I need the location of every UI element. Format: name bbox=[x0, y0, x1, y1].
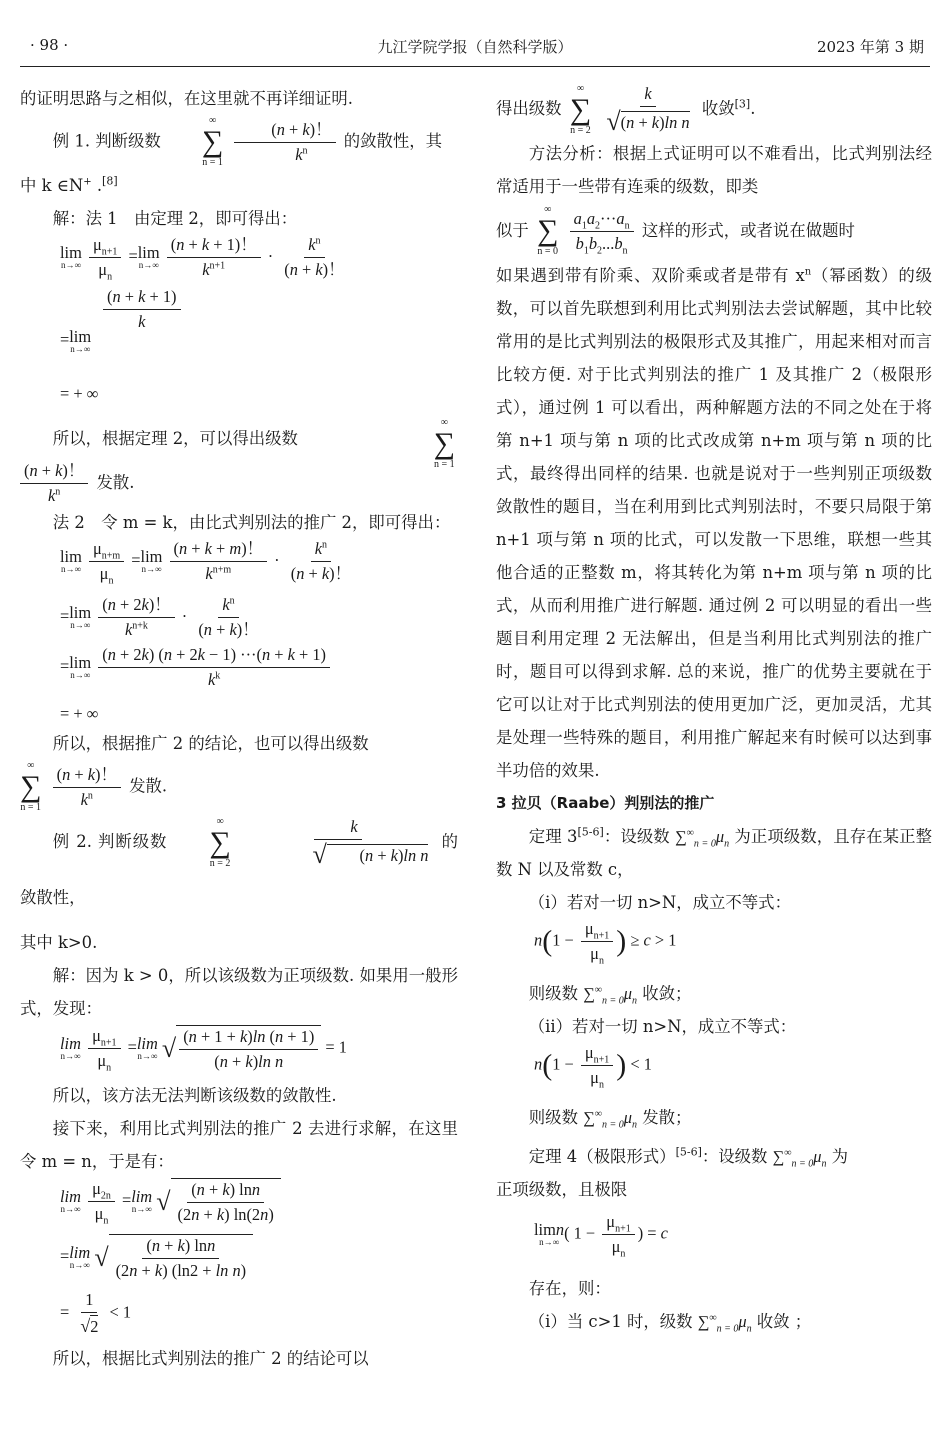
method-2: 法 2 令 m = k，由比式判别法的推广 2，即可得出： bbox=[52, 513, 451, 532]
equation-5: = lim n→∞ $\frac{(n + 2k)!}{k^{n+k}}$ · $\frac{k^n}{(n + k)!}$ bbox=[60, 595, 259, 639]
equation-raabe-1: n(1 − $\frac{\mu_{n+1}}{\mu_n}$ ) ≥ c > 1 bbox=[534, 918, 677, 966]
paragraph-proof-note: 的证明思路与之相似，在这里就不再详细证明. bbox=[20, 89, 354, 108]
case-i-limit: （i）当 c>1 时，级数 $\sum^\infty_{n = 0}\mu_n$ 收敛 ； bbox=[528, 1311, 812, 1334]
theorem-4: 定理 4（极限形式）[5-6]：设级数 $\sum^\infty_{n = 0}\mu_n$ 为 bbox=[528, 1145, 849, 1169]
journal-title: 九江学院学报（自然科学版） bbox=[377, 38, 573, 56]
equation-1: lim n→∞ $\frac{\mu_{n+1}}{\mu_n}$ = lim n→∞ $\frac{(n + k + 1)!}{k^{n+1}}$ · $\frac{k^n}{(n + k)!}$ bbox=[60, 235, 345, 283]
equation-7: = + ∞ bbox=[60, 704, 99, 723]
case-ii: （ii）若对一切 n>N，成立不等式： bbox=[528, 1016, 797, 1036]
page-number: · 98 · bbox=[30, 36, 69, 54]
equation-3: = + ∞ bbox=[60, 384, 99, 403]
cannot-judge: 所以，该方法无法判断该级数的敛散性. bbox=[52, 1086, 337, 1105]
equation-4: lim n→∞ $\frac{\mu_{n+m}}{\mu_n}$ = lim n→∞ $\frac{(n + k + m)!}{k^{n+m}}$ · $\frac{k^n}{(n + k)!}$ bbox=[60, 539, 351, 587]
sum-symbol: ∞ ∑ n = 1 bbox=[201, 115, 224, 168]
equation-6: = lim n→∞ $\frac{(n + 2k) (n + 2k - 1) \cdot\cdot\cdot(n + k + 1)}{k^k}$ bbox=[20, 645, 458, 697]
equation-2: $\frac{(n + k + 1)}{k}$ = lim n→∞ bbox=[20, 287, 458, 377]
example-1: 例 1. 判断级数 ∞ ∑ n = 1 $\frac{(n + k)!}{k^n}$ 的敛散性，其 bbox=[52, 115, 443, 168]
example-2: 例 2. 判断级数 ∞ ∑ n = 2 k √ (n + k)ln n 的敛散性， bbox=[20, 815, 459, 907]
method-analysis-cont: 如果遇到带有阶乘、双阶乘或者是带有 $x^n$（幂函数）的级数，可以首先联想到利用比式判别法去尝试解题，其中比较常用的是比式判别法的极限形式及其推广，用起来相对而言比较方便. 对于比式判别法的推广 1 及其推广 2（极限形式），通过例 1 可以看出，两种解题方法的不同之处在于将第 n+1 项与第 n 项的比式改成第 n+m 项与第 n 项的比式，最终得出同样的结果. 也就是说对于一些判别正项级数敛散性的题目，当在利用到比式判别法时，不要只局限于第 n+1 项与第 n 项的比式，可以发散一下思维，联想一些其他合适的正整数 m，将其转化为第 n+m 项与第 n 项的比式，从而利用推广进行解题. 通过例 2 可以明显的看出一些题目利用定理 2 无法解出，但是当利用比式判别法的推广时，题目可以得到求解. 总的来说，推广的优势主要就在于它可以让对于比式判别法的使用更加广泛，更加灵活，尤其是处理一些特殊的题目，利用推广解起来有时候可以达到事半功倍的效果. bbox=[496, 265, 933, 780]
equation-9: lim n→∞ $\frac{\mu_{2n}}{\mu_n}$ = lim n→∞ √ $\frac{(n + k) \ln n}{(2n + k) \ln(2n)}$ bbox=[20, 1178, 458, 1234]
conclusion-1: 所以，根据定理 2，可以得出级数 ∞ ∑ n = 1 bbox=[52, 417, 455, 470]
issue-label: 2023 年第 3 期 bbox=[816, 38, 924, 56]
fraction: $\frac{(n + k)!}{k^n}$ bbox=[234, 120, 335, 165]
conclusion-3: 所以，根据比式判别法的推广 2 的结论可以 bbox=[52, 1349, 369, 1368]
equation-raabe-limit: limn n→∞ ( 1 − $\frac{\mu_{n+1}}{\mu_n}$ ) = c bbox=[534, 1211, 668, 1259]
conclusion-1-b: $\frac{(n + k)!}{k^n}$ 发散. bbox=[20, 461, 458, 506]
solution-1: 解：法 1 由定理 2，即可得出： bbox=[52, 209, 298, 228]
conclusion-2-b: ∞ ∑ n = 1 $\frac{(n + k)!}{k^n}$ 发散. bbox=[20, 760, 168, 813]
equation-10: = lim n→∞ √ $\frac{(n + k) \ln n}{\text{(2n + k) (ln2 + ln n)}}$ bbox=[20, 1234, 458, 1290]
case-i: （i）若对一切 n>N，成立不等式： bbox=[528, 892, 791, 912]
similar-form: 似于 ∞ ∑ n = 0 $\frac{a_1a_2\cdot\cdot\cdot a_n}{b_1b_2...b_n}$ 这样的形式，或者说在做题时 bbox=[496, 204, 855, 257]
header-rule bbox=[20, 66, 930, 67]
example-1-condition: 中 k ∈N+ .[8] bbox=[20, 174, 118, 195]
method-analysis: 方法分析：根据上式证明可以不难看出，比式判别法经常适用于一些带有连乘的级数，即类 bbox=[496, 143, 932, 196]
then-diverges: 则级数 $\sum^\infty_{n = 0}\mu_n$ 发散； bbox=[528, 1107, 692, 1130]
exists-then: 存在，则： bbox=[528, 1278, 611, 1298]
equation-11: = 1 √ 2 < 1 bbox=[60, 1290, 132, 1337]
example-2-condition: 其中 k>0. bbox=[20, 933, 98, 952]
right-column bbox=[496, 82, 932, 1338]
solution-2: 解：因为 k > 0，所以该级数为正项级数. 如果用一般形式，发现： bbox=[20, 966, 458, 1018]
convergence-result: 得出级数 ∞ ∑ n = 2 k √ (n + k)ln n 收敛[3]. bbox=[496, 82, 756, 136]
theorem-3: 定理 3[5-6]：设级数 $\sum^\infty_{n = 0}\mu_n$ 为正项级数，且存在某正整数 N 以及常数 c， bbox=[496, 825, 932, 879]
conclusion-2: 所以，根据推广 2 的结论，也可以得出级数 bbox=[52, 734, 369, 753]
theorem-4-cont: 正项级数，且极限 bbox=[496, 1179, 628, 1199]
then-converges: 则级数 $\sum^\infty_{n = 0}\mu_n$ 收敛； bbox=[528, 983, 692, 1006]
equation-8: lim n→∞ $\frac{\mu_{n+1}}{\mu_n}$ = lim n→∞ √ $\frac{(n + 1 + k)\ln (n + 1)}{\text{(n + k)ln n}}$ = 1 bbox=[60, 1026, 347, 1074]
page-header bbox=[20, 36, 930, 60]
next-step: 接下来，利用比式判别法的推广 2 去进行求解，在这里令 m = n，于是有： bbox=[20, 1119, 458, 1171]
left-column bbox=[20, 82, 458, 1375]
equation-raabe-2: n(1 − $\frac{\mu_{n+1}}{\mu_n}$ ) < 1 bbox=[534, 1042, 652, 1090]
section-3-heading: 3 拉贝（Raabe）判别法的推广 bbox=[496, 793, 715, 812]
